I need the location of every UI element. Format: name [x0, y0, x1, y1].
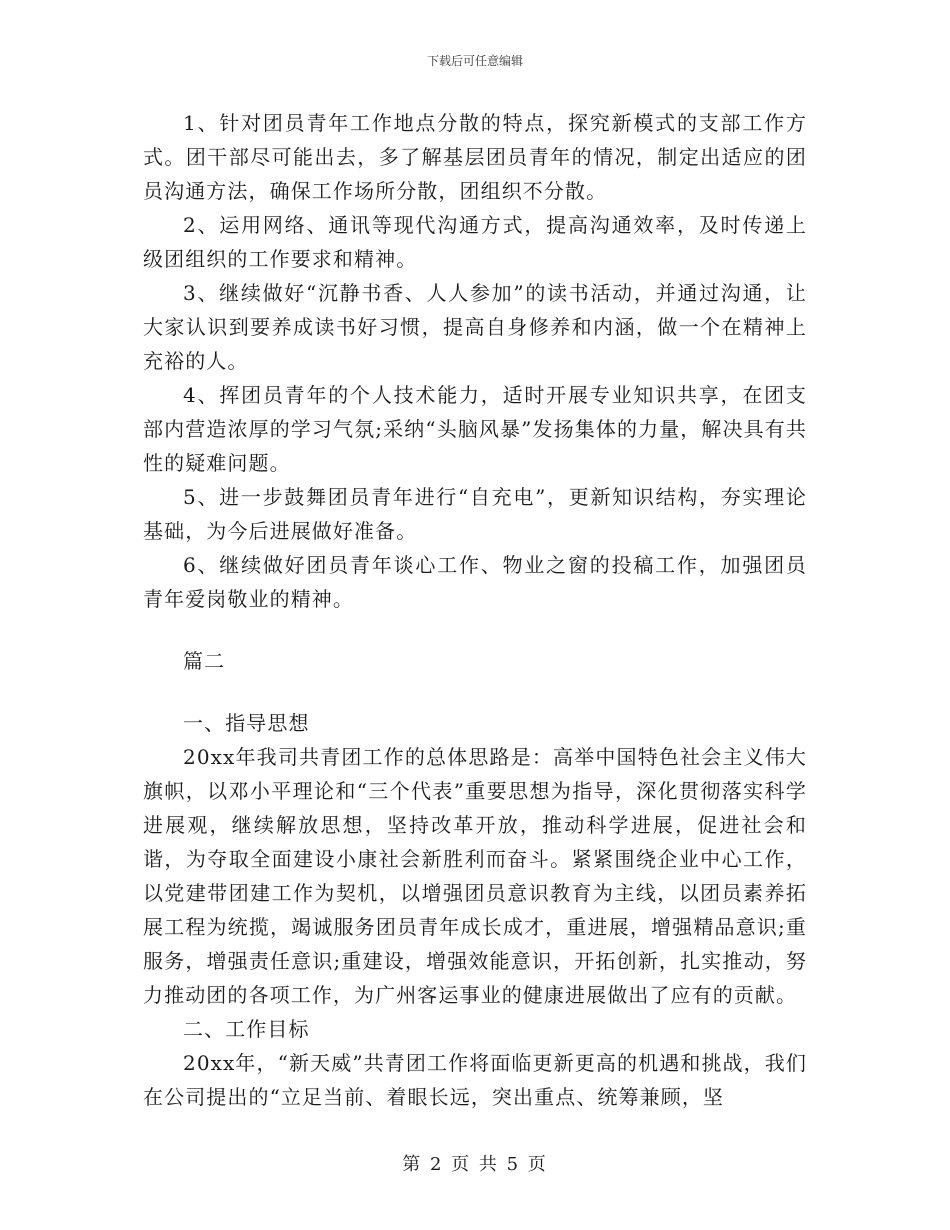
- list-item: 2、运用网络、通讯等现代沟通方式，提高沟通效率，及时传递上级团组织的工作要求和精神。: [143, 213, 807, 271]
- list-item: 4、挥团员青年的个人技术能力，适时开展专业知识共享，在团支部内营造浓厚的学习气氛;采纳“头脑风暴”发扬集体的力量，解决具有共性的疑难问题。: [143, 383, 807, 475]
- heading-guiding-ideology: 一、指导思想: [183, 711, 310, 735]
- paragraph-work-goals: 20xx年，“新天威”共青团工作将面临更新更高的机遇和挑战，我们在公司提出的“立足当前、着眼长远，突出重点、统筹兼顾，坚: [143, 1051, 807, 1109]
- section-title: 篇二: [183, 649, 226, 673]
- document-body: [143, 106, 807, 1114]
- list-item: 1、针对团员青年工作地点分散的特点，探究新模式的支部工作方式。团干部尽可能出去，多了解基层团员青年的情况，制定出适应的团员沟通方法，确保工作场所分散，团组织不分散。: [143, 111, 807, 203]
- section-spacer: [143, 616, 807, 644]
- list-item: 5、进一步鼓舞团员青年进行“自充电”，更新知识结构，夯实理论基础，为今后进展做好准备。: [143, 485, 807, 543]
- heading-work-goals: 二、工作目标: [183, 1017, 310, 1041]
- page-header: 下载后可任意编辑: [426, 54, 523, 68]
- list-item: 6、继续做好团员青年谈心工作、物业之窗的投稿工作，加强团员青年爱岗敬业的精神。: [143, 553, 807, 611]
- section-spacer: [143, 678, 807, 706]
- list-item: 3、继续做好“沉静书香、人人参加”的读书活动，并通过沟通，让大家认识到要养成读书好习惯，提高自身修养和内涵，做一个在精神上充裕的人。: [143, 281, 807, 373]
- page-footer: 第 2 页 共 5 页: [402, 1154, 548, 1175]
- paragraph-guiding-ideology: 20xx年我司共青团工作的总体思路是：高举中国特色社会主义伟大旗帜，以邓小平理论和“三个代表”重要思想为指导，深化贯彻落实科学进展观，继续解放思想，坚持改革开放，推动科学进展，促进社会和谐，为夺取全面建设小康社会新胜利而奋斗。紧紧围绕企业中心工作，以党建带团建工作为契机，以增强团员意识教育为主线，以团员素养拓展工程为统揽，竭诚服务团员青年成长成才，重进展，增强精品意识;重服务，增强责任意识;重建设，增强效能意识，开拓创新，扎实推动，努力推动团的各项工作，为广州客运事业的健康进展做出了应有的贡献。: [143, 745, 807, 1007]
